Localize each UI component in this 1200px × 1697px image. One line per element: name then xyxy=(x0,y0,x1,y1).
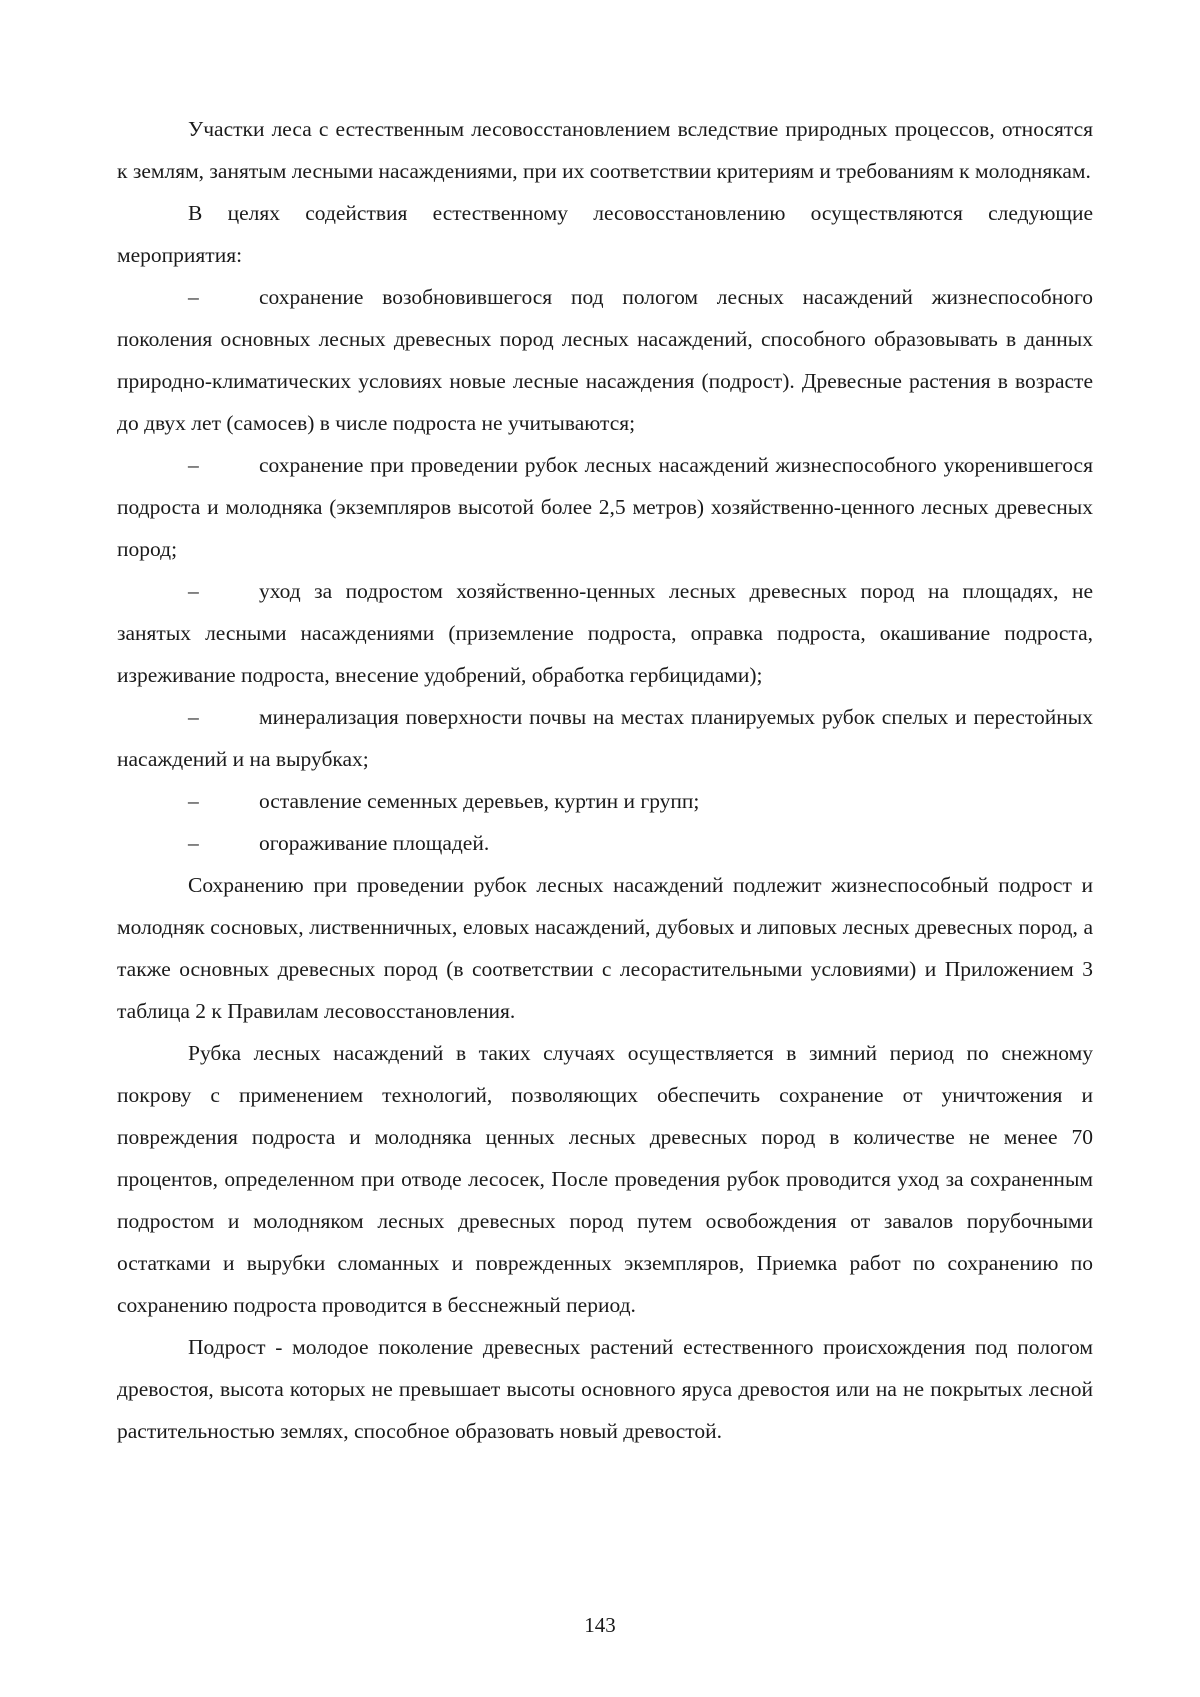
list-item xyxy=(117,822,1093,864)
paragraph-preservation: Сохранению при проведении рубок лесных насаждений подлежит жизнеспособный подрост и молодняк сосновых, лиственничных, еловых насаждений, дубовых и липовых лесных древесных пород, а также основных древесных пород (в соответствии с лесорастительными условиями) и Приложением 3 таблица 2 к Правилам лесовосстановления. xyxy=(117,873,1093,1023)
paragraph-natural-reforestation: Участки леса с естественным лесовосстановлением вследствие природных процессов, относятся к землям, занятым лесными насаждениями, при их соответствии критериям и требованиям к молоднякам. xyxy=(117,117,1093,183)
list-item-text: уход за подростом хозяйственно-ценных лесных древесных пород на площадях, не занятых лесными насаждениями (приземление подроста, оправка подроста, окашивание подроста, изреживание подроста, внесение удобрений, обработка гербицидами); xyxy=(117,579,1093,687)
list-dash: – xyxy=(188,705,199,729)
paragraph-undergrowth-definition: Подрост - молодое поколение древесных растений естественного происхождения под пологом древостоя, высота которых не превышает высоты основного яруса древостоя или на не покрытых лесной растительностью землях, способное образовать новый древостой. xyxy=(117,1335,1093,1443)
page-number: 143 xyxy=(584,1613,616,1637)
measures-list xyxy=(117,276,1093,864)
paragraph-measures-intro: В целях содействия естественному лесовосстановлению осуществляются следующие мероприятия: xyxy=(117,201,1093,267)
list-item-text: огораживание площадей. xyxy=(259,831,490,855)
document-page xyxy=(117,108,1093,1452)
list-item-text: минерализация поверхности почвы на местах планируемых рубок спелых и перестойных насаждений и на вырубках; xyxy=(117,705,1093,771)
list-dash: – xyxy=(188,453,199,477)
list-item xyxy=(117,570,1093,696)
paragraph-winter-felling: Рубка лесных насаждений в таких случаях осуществляется в зимний период по снежному покрову с применением технологий, позволяющих обеспечить сохранение от уничтожения и повреждения подроста и молодняка ценных лесных древесных пород в количестве не менее 70 процентов, определенном при отводе лесосек, После проведения рубок проводится уход за сохраненным подростом и молодняком лесных древесных пород путем освобождения от завалов порубочными остатками и вырубки сломанных и поврежденных экземпляров, Приемка работ по сохранению по сохранению подроста проводится в бесснежный период. xyxy=(117,1041,1093,1317)
list-item-text: сохранение при проведении рубок лесных насаждений жизнеспособного укоренившегося подроста и молодняка (экземпляров высотой более 2,5 метров) хозяйственно-ценного лесных древесных пород; xyxy=(117,453,1093,561)
list-item-text: оставление семенных деревьев, куртин и групп; xyxy=(259,789,700,813)
list-item xyxy=(117,444,1093,570)
list-item-text: сохранение возобновившегося под пологом лесных насаждений жизнеспособного поколения основных лесных древесных пород лесных насаждений, способного образовывать в данных природно-климатических условиях новые лесные насаждения (подрост). Древесные растения в возрасте до двух лет (самосев) в числе подроста не учитываются; xyxy=(117,285,1093,435)
list-item xyxy=(117,696,1093,780)
list-item xyxy=(117,276,1093,444)
list-dash: – xyxy=(188,831,199,855)
list-dash: – xyxy=(188,285,199,309)
list-dash: – xyxy=(188,789,199,813)
list-item xyxy=(117,780,1093,822)
list-dash: – xyxy=(188,579,199,603)
